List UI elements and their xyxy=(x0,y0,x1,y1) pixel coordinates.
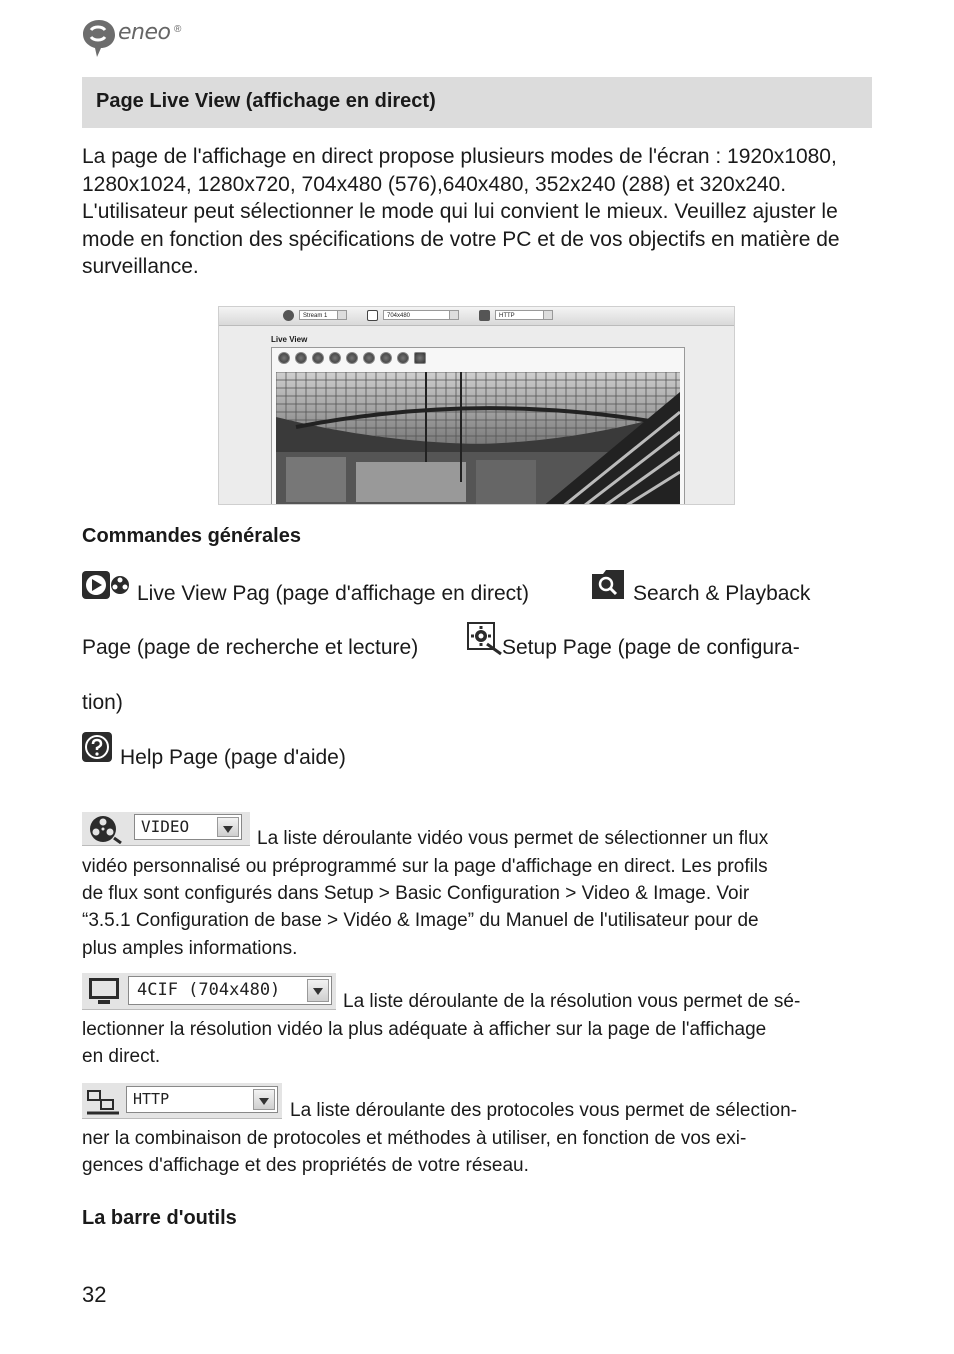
help-icon xyxy=(82,732,112,762)
protocol-dropdown: HTTP xyxy=(126,1086,278,1113)
video-dd-line-2: vidéo personnalisé ou préprogrammé sur la page d'affichage en direct. Les profils xyxy=(82,856,768,877)
figure-panel-label: Live View xyxy=(271,335,308,344)
setup-text-1: Setup Page (page de configura- xyxy=(502,636,800,659)
search-playback-text-2: Page (page de recherche et lecture) xyxy=(82,636,419,659)
setup-text-2: tion) xyxy=(82,691,123,714)
video-dropdown: VIDEO xyxy=(134,814,242,840)
live-view-icon xyxy=(82,570,130,600)
chevron-down-icon xyxy=(253,1089,275,1110)
fig-control-icon xyxy=(295,352,307,364)
figure-protocol-select: HTTP xyxy=(495,310,553,320)
intro-paragraph: La page de l'affichage en direct propose plusieurs modes de l'écran : 1920x1080, 1280x1024, 1280x720, 704x480 (576),640x480, 352x240 (288) et 320x240. L'utilisateur peut sélectionner le mode qui lui convient le mieux. Veuillez ajuster le mode en fonction des spécifications de votre PC et de vos objectifs en matière de surveillance. xyxy=(82,145,840,278)
video-dd-line-1: La liste déroulante vidéo vous permet de sélectionner un flux xyxy=(257,828,769,849)
section-title: Page Live View (affichage en direct) xyxy=(96,90,436,112)
logo-registered: ® xyxy=(174,24,182,35)
film-reel-icon xyxy=(283,310,294,321)
film-reel-icon xyxy=(88,814,122,844)
res-dd-line-3: en direct. xyxy=(82,1046,161,1067)
section-header xyxy=(82,77,872,128)
live-view-text: Live View Pag (page d'affichage en direct) xyxy=(137,582,529,605)
figure-toolbar xyxy=(219,307,734,326)
help-text: Help Page (page d'aide) xyxy=(120,746,346,769)
fig-control-icon xyxy=(363,352,375,364)
fig-control-icon xyxy=(312,352,324,364)
camera-image xyxy=(276,372,680,505)
fig-control-icon xyxy=(278,352,290,364)
fig-control-icon xyxy=(414,352,426,364)
video-dd-line-5: plus amples informations. xyxy=(82,938,298,959)
res-dd-line-2: lectionner la résolution vidéo la plus adéquate à afficher sur la page de l'affichage xyxy=(82,1019,767,1040)
fig-control-icon xyxy=(346,352,358,364)
monitor-icon xyxy=(367,310,378,321)
res-dd-line-1: La liste déroulante de la résolution vous permet de sé- xyxy=(343,991,801,1012)
live-view-screenshot xyxy=(218,306,735,505)
logo-text: eneo xyxy=(118,20,171,45)
eneo-logo xyxy=(82,18,182,58)
figure-resolution-select: 704x480 xyxy=(383,310,459,320)
proto-dd-line-3: gences d'affichage et des propriétés de votre réseau. xyxy=(82,1155,529,1176)
figure-live-panel xyxy=(271,347,685,505)
proto-dd-line-2: ner la combinaison de protocoles et méthodes à utiliser, en fonction de vos exi- xyxy=(82,1128,747,1149)
video-dropdown-image xyxy=(82,812,250,846)
page-number: 32 xyxy=(82,1282,107,1307)
network-icon xyxy=(479,310,490,321)
video-dd-line-4: “3.5.1 Configuration de base > Vidéo & Image” du Manuel de l'utilisateur pour de xyxy=(82,910,759,931)
general-controls-heading: Commandes générales xyxy=(82,525,301,547)
fig-control-icon xyxy=(397,352,409,364)
protocol-dropdown-image xyxy=(82,1083,282,1119)
search-playback-text-1: Search & Playback xyxy=(633,582,811,605)
resolution-dropdown: 4CIF (704x480) xyxy=(128,976,332,1005)
toolbar-heading: La barre d'outils xyxy=(82,1207,237,1229)
chevron-down-icon xyxy=(217,817,239,837)
monitor-icon xyxy=(88,977,120,1005)
chevron-down-icon xyxy=(307,979,329,1002)
proto-dd-line-1: La liste déroulante des protocoles vous permet de sélection- xyxy=(290,1100,797,1121)
setup-icon xyxy=(467,622,503,656)
fig-control-icon xyxy=(380,352,392,364)
eneo-logo-icon xyxy=(82,18,116,58)
figure-stream-select: Stream 1 xyxy=(299,310,347,320)
fig-control-icon xyxy=(329,352,341,364)
network-icon xyxy=(86,1087,120,1115)
video-dd-line-3: de flux sont configurés dans Setup > Basic Configuration > Video & Image. Voir xyxy=(82,883,750,904)
search-playback-icon xyxy=(591,568,625,600)
resolution-dropdown-image xyxy=(82,973,336,1010)
